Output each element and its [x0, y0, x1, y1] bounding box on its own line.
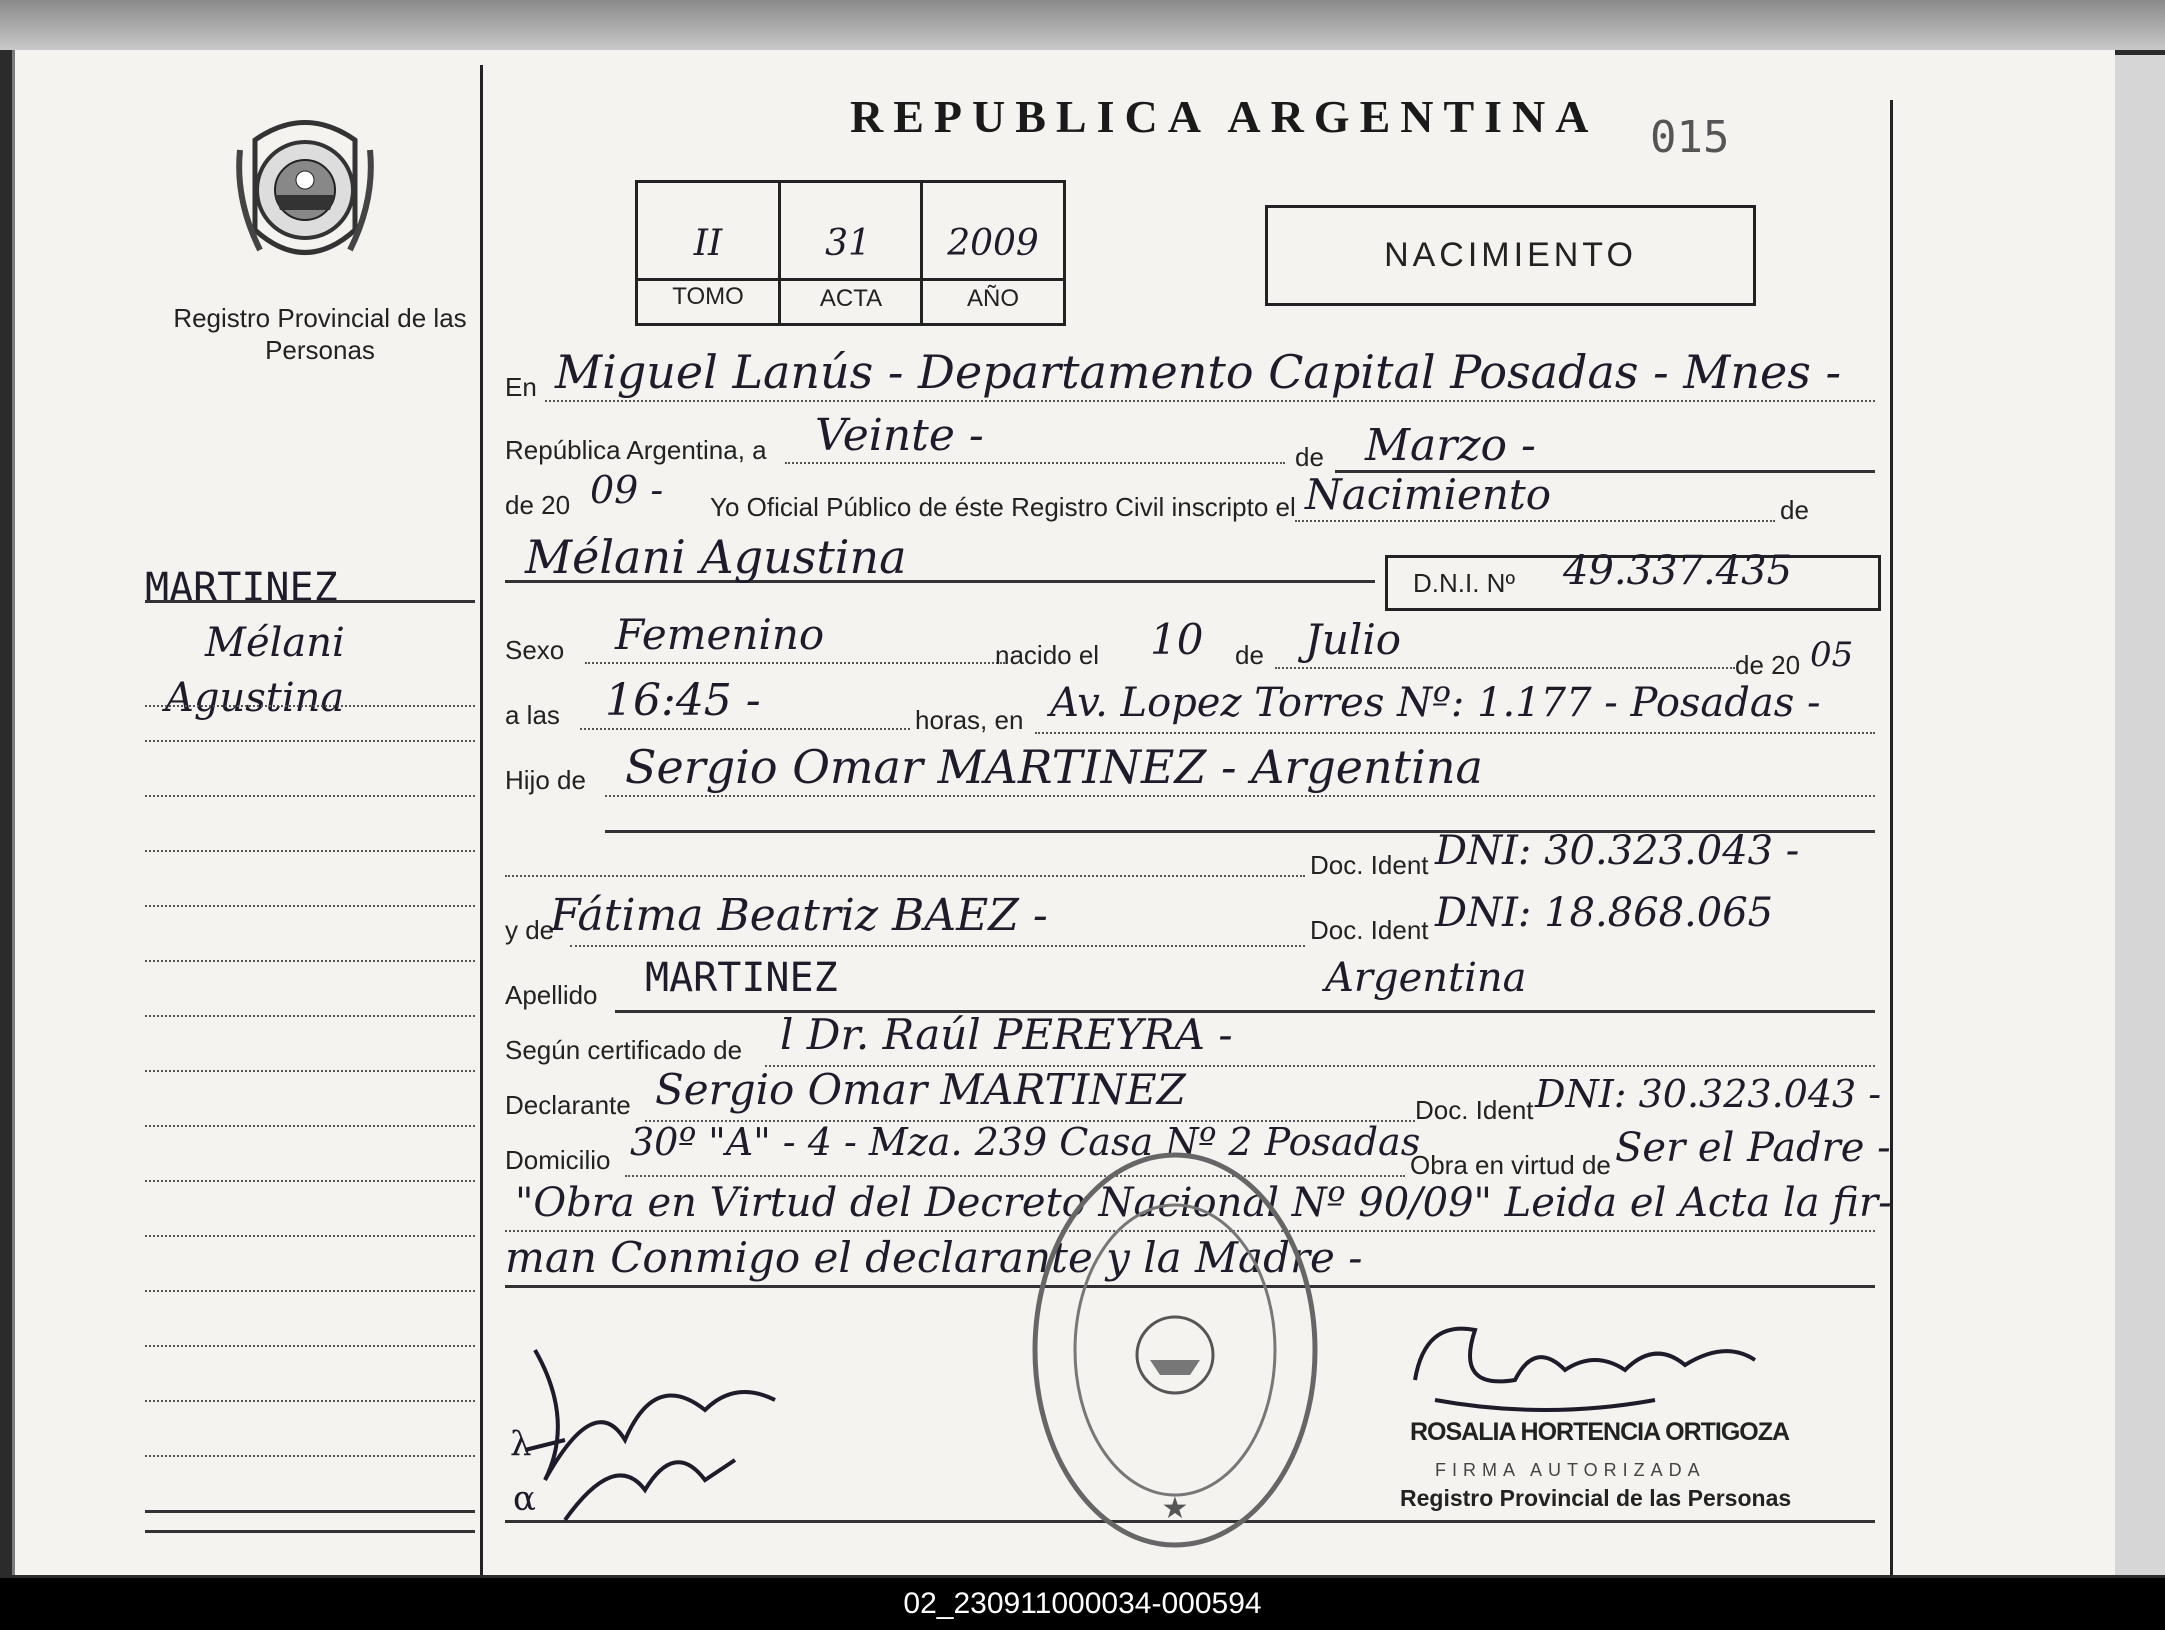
horas-label: horas, en: [915, 705, 1024, 735]
segun-label: Según certificado de: [505, 1035, 743, 1065]
line-dots: [545, 400, 1875, 402]
doc-ident-label-2: Doc. Ident: [1310, 915, 1429, 945]
line-dots: [1275, 667, 1735, 669]
year-prefix: de 20: [505, 490, 571, 520]
y-de-label: y de: [505, 915, 555, 945]
line-dots: [1295, 520, 1775, 522]
birth-year-prefix: de 20: [1735, 650, 1801, 680]
declarante-label: Declarante: [505, 1090, 631, 1120]
certificado-value: l Dr. Raúl PEREYRA -: [780, 1010, 1233, 1059]
acta-label: ACTA: [819, 285, 883, 312]
line-dots: [505, 875, 1305, 877]
line-dots: [785, 462, 1285, 464]
apellido-value: MARTINEZ: [645, 955, 838, 1001]
margin-dots: [145, 1455, 475, 1457]
birth-place: Av. Lopez Torres Nº: 1.177 - Posadas -: [1050, 680, 1821, 726]
de-label-2: de: [1780, 495, 1809, 525]
official-org: Registro Provincial de las Personas: [1400, 1485, 1792, 1511]
apellido-label: Apellido: [505, 980, 598, 1010]
republica-label: República Argentina, a: [505, 435, 767, 465]
margin-rule: [145, 600, 475, 603]
country-title: REPUBLICA ARGENTINA: [850, 91, 1599, 142]
margin-dots: [145, 960, 475, 962]
de-label: de: [1295, 442, 1324, 472]
margin-dots: [145, 1345, 475, 1347]
acta-value: 31: [825, 223, 871, 264]
dni-box: [1385, 548, 1881, 611]
tomo-value: II: [693, 223, 723, 264]
en-label: En: [505, 372, 537, 402]
margin-dots: [145, 1180, 475, 1182]
birth-month: Julio: [1305, 615, 1402, 664]
line-dots: [1035, 732, 1875, 734]
father-name: Sergio Omar MARTINEZ - Argentina: [625, 740, 1483, 794]
dni-label: D.N.I. Nº: [1413, 568, 1515, 598]
registry-name: Registro Provincial de las Personas: [173, 303, 467, 365]
line-dots: [585, 662, 1005, 664]
margin-surname: MARTINEZ: [145, 565, 338, 611]
sexo-value: Femenino: [615, 610, 825, 659]
birth-year-suffix: 05: [1810, 635, 1854, 675]
sexo-label: Sexo: [505, 635, 565, 665]
birth-time: 16:45 -: [605, 675, 761, 726]
anio-value: 2009: [947, 223, 1039, 264]
doc-ident-label-3: Doc. Ident: [1415, 1095, 1534, 1125]
svg-text:★: ★: [1161, 1492, 1189, 1525]
mother-doc: DNI: 18.868.065: [1435, 890, 1774, 936]
anio-label: AÑO: [966, 285, 1019, 312]
month-value: Marzo -: [1365, 420, 1536, 471]
mother-nationality: Argentina: [1325, 955, 1527, 1001]
mother-name: Fátima Beatriz BAEZ -: [550, 890, 1048, 941]
tomo-label: TOMO: [672, 283, 744, 310]
margin-name-1: Mélani: [205, 620, 345, 666]
official-name: ROSALIA HORTENCIA ORTIGOZA: [1410, 1418, 1790, 1446]
margin-dots: [145, 1400, 475, 1402]
right-border: [1890, 100, 1893, 1575]
margin-dots: [145, 1235, 475, 1237]
declarante-value: Sergio Omar MARTINEZ: [655, 1065, 1186, 1114]
margin-dots: [145, 1290, 475, 1292]
record-type-box: NACIMIENTO: [1265, 205, 1756, 306]
father-doc: DNI: 30.323.043 -: [1435, 828, 1800, 874]
line-dots: [570, 945, 1305, 947]
record-box: [635, 180, 1066, 326]
page-number: 015: [1650, 112, 1730, 163]
domicilio-label: Domicilio: [505, 1145, 611, 1175]
line-dots: [580, 728, 910, 730]
year-suffix: 09 -: [590, 468, 664, 512]
margin-dots: [145, 795, 475, 797]
doc-ident-label: Doc. Ident: [1310, 850, 1429, 880]
birth-day: 10: [1150, 615, 1204, 664]
provincial-seal-icon: [230, 110, 380, 280]
margin-rule: [145, 1530, 475, 1533]
notes-line-2: man Conmigo el declarante y la Madre -: [505, 1233, 1363, 1282]
obra-value: Ser el Padre -: [1615, 1125, 1891, 1171]
svg-text:α: α: [513, 1479, 536, 1519]
official-title: FIRMA AUTORIZADA: [1435, 1460, 1706, 1480]
declarant-signature-icon: [505, 1330, 825, 1560]
place-value: Miguel Lanús - Departamento Capital Posadas - Mnes -: [555, 345, 1842, 399]
background-top: [0, 0, 2165, 50]
domicilio-value: 30º "A" - 4 - Mza. 239 Casa Nº 2 Posadas: [630, 1120, 1421, 1164]
dni-value: 49.337.435: [1563, 548, 1793, 594]
nacido-label: nacido el: [995, 640, 1100, 670]
official-text: Yo Oficial Público de éste Registro Civil inscripto el: [710, 492, 1296, 522]
declarante-doc: DNI: 30.323.043 -: [1535, 1072, 1882, 1116]
margin-dots: [145, 850, 475, 852]
margin-dots: [145, 705, 475, 707]
line-dots: [605, 795, 1875, 797]
footer-id: 02_230911000034-000594: [0, 1578, 2165, 1630]
margin-dots: [145, 1070, 475, 1072]
margin-name-2: Agustina: [165, 675, 345, 721]
margin-dots: [145, 905, 475, 907]
notes-line-1: "Obra en Virtud del Decreto Nacional Nº 90/09" Leida el Acta la fir-: [515, 1180, 1892, 1226]
obra-label: Obra en virtud de: [1410, 1150, 1611, 1180]
margin-rule: [145, 1510, 475, 1513]
day-value: Veinte -: [815, 410, 984, 461]
margin-dots: [145, 1015, 475, 1017]
page-edge: [2112, 55, 2165, 1575]
hijo-label: Hijo de: [505, 765, 586, 795]
margin-dots: [145, 1125, 475, 1127]
margin-dots: [145, 740, 475, 742]
inscribed-value: Nacimiento: [1305, 470, 1552, 519]
a-las-label: a las: [505, 700, 560, 730]
registry-stamp-icon: [1025, 1150, 1325, 1550]
document-page: [12, 50, 2115, 1575]
de-label-3: de: [1235, 640, 1264, 670]
left-border: [480, 65, 483, 1575]
svg-text:λ: λ: [510, 1424, 532, 1464]
child-name: Mélani Agustina: [525, 530, 907, 584]
